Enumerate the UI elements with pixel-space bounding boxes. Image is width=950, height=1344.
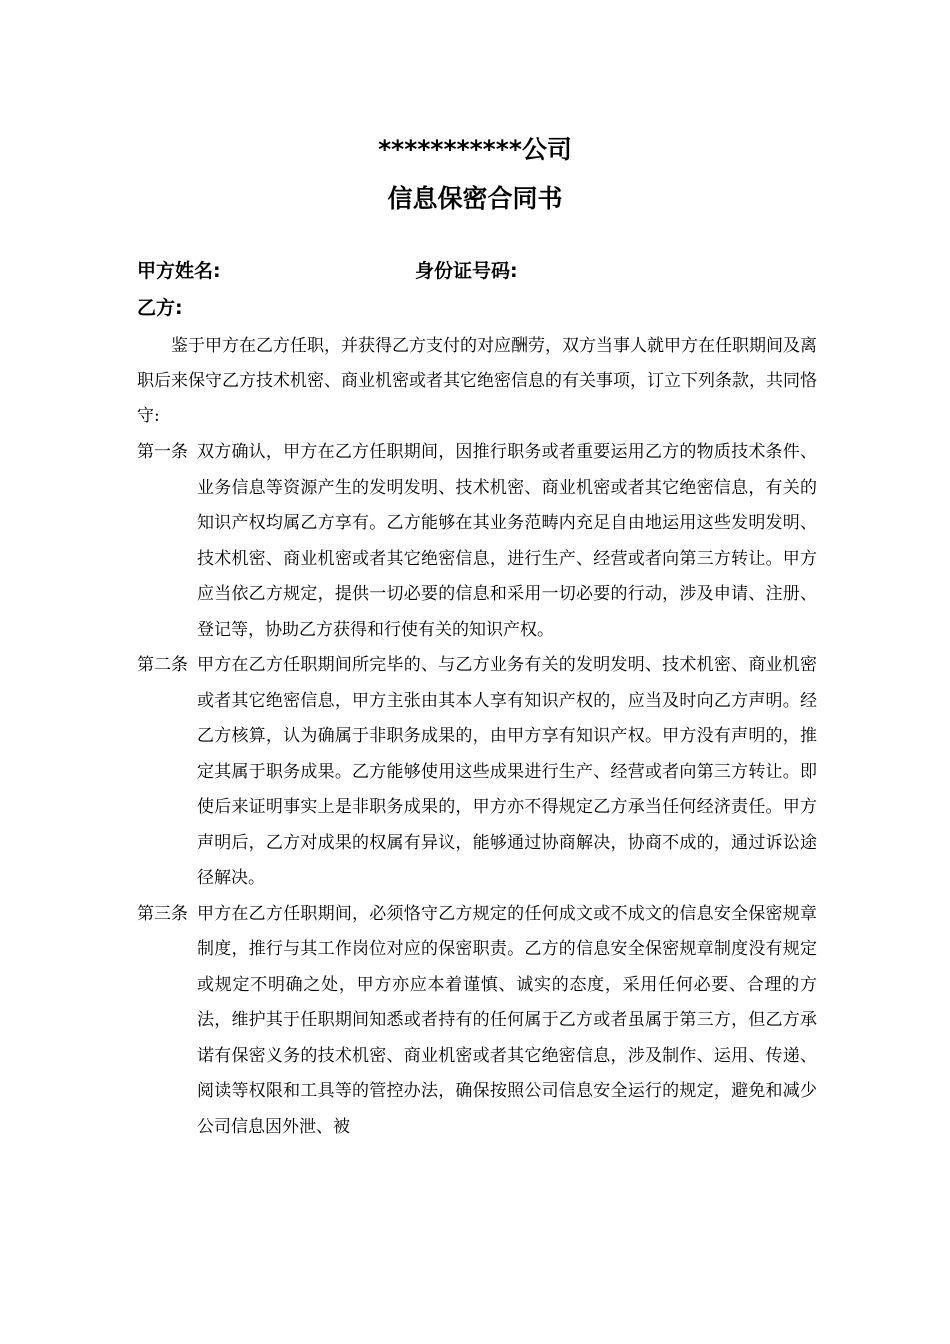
clause-3-text: 甲方在乙方任职期间，必须恪守乙方规定的任何成文或不成文的信息安全保密规章制度，推行与其工作岗位对应的保密职责。乙方的信息安全保密规章制度没有规定或规定不明确之处，甲方亦应本着谨慎、诚实的态度，采用任何必要、合理的方法，维护其于任职期间知悉或者持有的任何属于乙方或者虽属于第三方，但乙方承诺有保密义务的技术机密、商业机密或者其它绝密信息，涉及制作、运用、传递、阅读等权限和工具等的管控办法，确保按照公司信息安全运行的规定，避免和减少公司信息因外泄、被 xyxy=(197,903,817,1137)
document-title: 信息保密合同书 xyxy=(387,184,563,213)
clause-3 xyxy=(137,897,817,1146)
clause-1-number: 第一条 xyxy=(137,442,188,462)
clause-3-number: 第三条 xyxy=(137,903,188,924)
clause-2 xyxy=(137,648,817,897)
clause-2-number: 第二条 xyxy=(137,655,188,675)
party-a-name-label: 甲方姓名: xyxy=(137,260,221,282)
clause-1-text: 双方确认，甲方在乙方任职期间，因推行职务或者重要运用乙方的物质技术条件、业务信息等资源产生的发明发明、技术机密、商业机密或者其它绝密信息，有关的知识产权均属乙方享有。乙方能够在其业务范畴内充足自由地运用这些发明发明、技术机密、商业机密或者其它绝密信息，进行生产、经营或者向第三方转让。甲方应当依乙方规定，提供一切必要的信息和采用一切必要的行动，涉及申请、注册、登记等，协助乙方获得和行使有关的知识产权。 xyxy=(197,442,817,640)
clause-list xyxy=(137,435,817,1145)
clause-2-text: 甲方在乙方任职期间所完毕的、与乙方业务有关的发明发明、技术机密、商业机密或者其它绝密信息，甲方主张由其本人享有知识产权的，应当及时向乙方声明。经乙方核算，认为确属于非职务成果的，由甲方享有知识产权。甲方没有声明的，推定其属于职务成果。乙方能够使用这些成果进行生产、经营或者向第三方转让。即使后来证明事实上是非职务成果的，甲方亦不得规定乙方承当任何经济责任。甲方声明后，乙方对成果的权属有异议，能够通过协商解决，协商不成的，通过诉讼途径解决。 xyxy=(197,655,817,888)
intro-section xyxy=(137,329,817,434)
id-number-label: 身份证号码: xyxy=(415,260,518,282)
party-b-label: 乙方: xyxy=(137,297,183,319)
intro-paragraph: 鉴于甲方在乙方任职，并获得乙方支付的对应酬劳，双方当事人就甲方在任职期间及离职后来保守乙方技术机密、商业机密或者其它绝密信息的有关事项，订立下列条款，共同恪守: xyxy=(137,336,817,426)
clause-1 xyxy=(137,435,817,648)
company-name: ***********公司 xyxy=(378,135,572,164)
